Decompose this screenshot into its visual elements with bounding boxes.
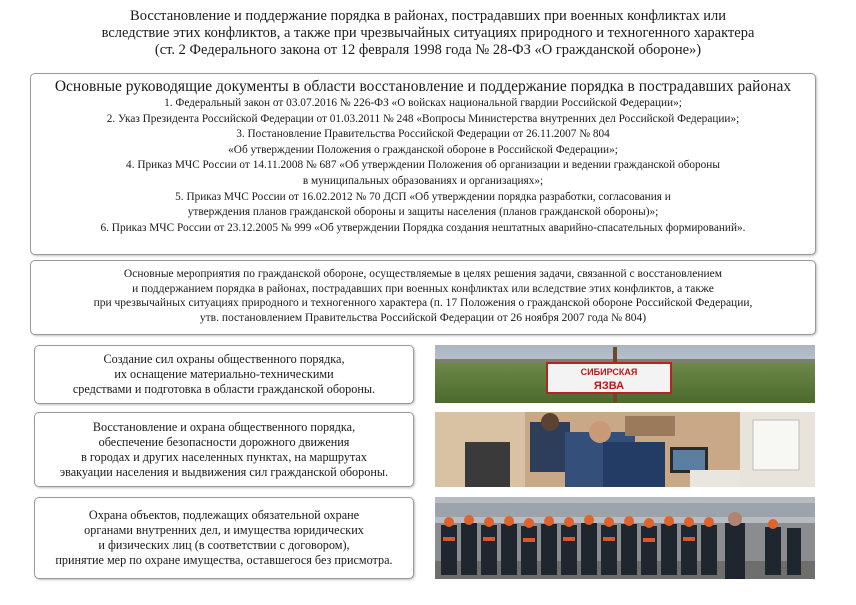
photo-warning-sign bbox=[435, 345, 815, 403]
item-line: средствами и подготовка в области гражданской обороны. bbox=[72, 382, 376, 396]
item-forces-creation bbox=[34, 345, 414, 404]
item-property-protection bbox=[34, 497, 414, 579]
item-order-restoration bbox=[34, 412, 414, 487]
item-line: Создание сил охраны общественного порядка, bbox=[103, 352, 345, 366]
title-line: Восстановление и поддержание порядка в районах, пострадавших при военных конфликтах или bbox=[130, 8, 726, 24]
photo-control-room bbox=[435, 412, 815, 487]
document-line: 2. Указ Президента Российской Федерации от 01.03.2011 № 248 «Вопросы Министерства внутренних дел Российской Федерации»; bbox=[106, 112, 740, 125]
item-line: Восстановление и охрана общественного порядка, bbox=[92, 419, 356, 434]
measures-line: Основные мероприятия по гражданской обороне, осуществляемые в целях решения задачи, связанной с восстановлением bbox=[123, 268, 723, 280]
document-line: 4. Приказ МЧС России от 14.11.2008 № 687 «Об утверждении Положения об организации и ведении гражданской обороны bbox=[126, 159, 720, 172]
document-line: «Об утверждении Положения о гражданской обороне в Российской Федерации»; bbox=[228, 143, 618, 156]
item-line: органами внутренних дел, и имущества юридических bbox=[84, 523, 364, 537]
item-line: принятие мер по охране имущества, оставшегося без присмотра. bbox=[55, 553, 393, 567]
document-line: 6. Приказ МЧС России от 23.12.2005 № 999 «Об утверждении Порядка создания нештатных аварийно-спасательных формирований». bbox=[100, 221, 746, 234]
item-line: Охрана объектов, подлежащих обязательной охране bbox=[88, 508, 360, 522]
item-line: их оснащение материально-техническими bbox=[114, 367, 334, 381]
item-line: обеспечение безопасности дорожного движения bbox=[98, 434, 350, 449]
item-line: эвакуации населения и выдвижения сил гражданской обороны. bbox=[59, 464, 389, 479]
measures-line: утв. постановлением Правительства Российской Федерации от 26 ноября 2007 года № 804) bbox=[199, 311, 647, 324]
measures-line: при чрезвычайных ситуациях природного и техногенного характера (п. 17 Положения о гражданской обороне Российской Федерации, bbox=[93, 297, 753, 309]
documents-heading: Основные руководящие документы в области восстановление и поддержание порядка в пострадавших районах bbox=[54, 78, 792, 95]
item-line: в городах и других населенных пунктах, на маршрутах bbox=[81, 449, 367, 464]
item-line: и физических лиц (в соответствии с договором), bbox=[98, 538, 350, 552]
measures-panel bbox=[30, 260, 816, 335]
measures-line: и поддержанием порядка в районах, пострадавших при военных конфликтах или вследствие этих конфликтов, а также bbox=[132, 282, 714, 295]
sign-text-line2: ЯЗВА bbox=[593, 380, 625, 392]
document-line: в муниципальных образованиях и организациях»; bbox=[302, 174, 544, 187]
page-title bbox=[40, 8, 816, 59]
documents-panel bbox=[30, 73, 816, 255]
sign-text-line1: СИБИРСКАЯ bbox=[580, 367, 638, 377]
document-line: 1. Федеральный закон от 03.07.2016 № 226-ФЗ «О войсках национальной гвардии Российской Федерации»; bbox=[164, 97, 682, 109]
document-line: 5. Приказ МЧС России от 16.02.2012 № 70 ДСП «Об утверждении порядка разработки, согласования и bbox=[175, 190, 671, 203]
photo-rescue-team bbox=[435, 497, 815, 579]
document-line: утверждения планов гражданской обороны и защиты населения (планов гражданской обороны)»; bbox=[187, 206, 659, 219]
title-line: вследствие этих конфликтов, а также при чрезвычайных ситуациях природного и техногенного характера bbox=[101, 25, 755, 41]
document-line: 3. Постановление Правительства Российской Федерации от 26.11.2007 № 804 bbox=[236, 128, 610, 141]
title-line: (ст. 2 Федерального закона от 12 февраля 1998 года № 28-ФЗ «О гражданской обороне») bbox=[154, 42, 702, 58]
